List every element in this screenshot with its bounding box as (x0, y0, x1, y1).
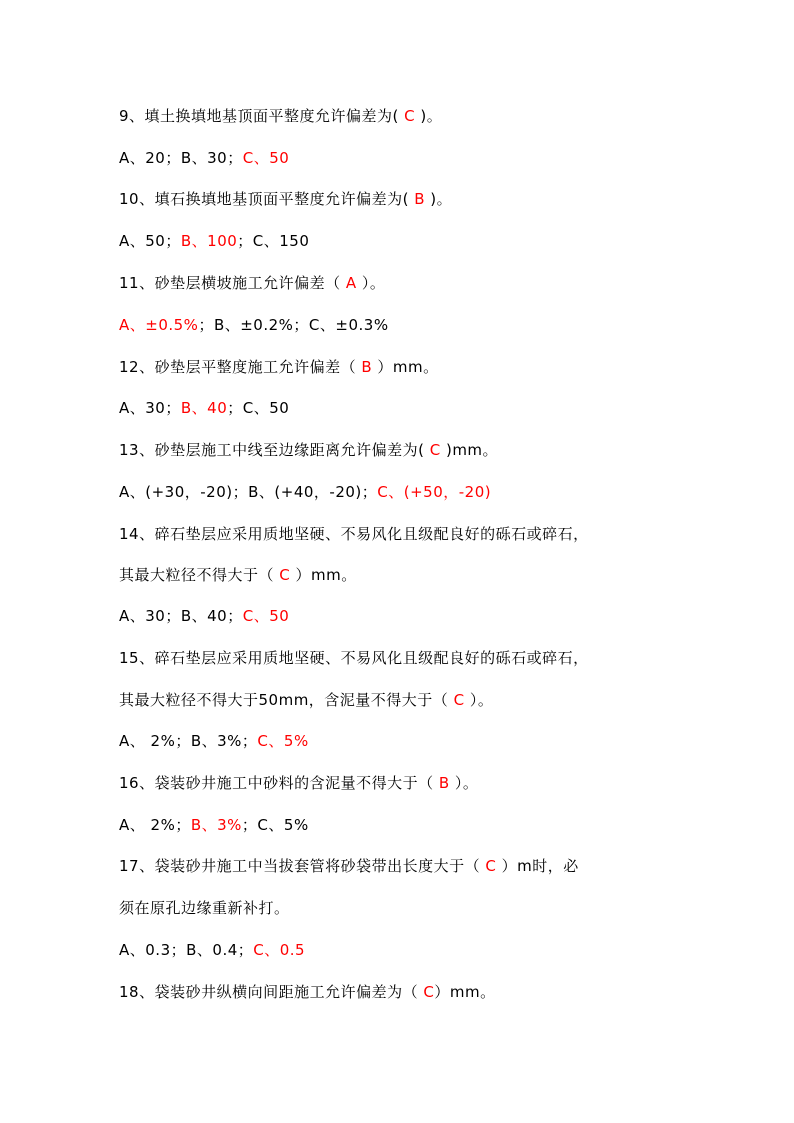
option-text: ；C、50 (227, 399, 290, 417)
question-text: 其最大粒径不得大于（ (119, 566, 275, 584)
question-12 (119, 357, 439, 377)
question-text: )。 (430, 190, 453, 208)
question-11 (119, 273, 385, 293)
options-13 (119, 482, 491, 502)
option-text: A、30； (119, 399, 181, 417)
correct-option: B、40 (180, 399, 228, 417)
question-text: 10、填石换填地基顶面平整度允许偏差为( (119, 190, 409, 208)
question-18 (119, 982, 496, 1002)
question-14-line1 (119, 524, 589, 544)
correct-option: C、50 (242, 607, 290, 625)
option-text: ；B、±0.2%；C、±0.3% (198, 316, 389, 334)
question-text: )。 (420, 107, 443, 125)
question-text: 15、碎石垫层应采用质地坚硬、不易风化且级配良好的砾石或碎石， (119, 649, 589, 667)
question-text: 须在原孔边缘重新补打。 (119, 899, 290, 917)
question-text: ）mm。 (434, 983, 496, 1001)
options-14 (119, 606, 289, 626)
option-text: A、(+30，-20)；B、(+40，-20)； (119, 483, 378, 501)
question-text: )mm。 (445, 441, 499, 459)
answer-mark: C (448, 691, 470, 709)
question-17-line2 (119, 898, 290, 918)
options-15 (119, 731, 309, 751)
answer-mark: B (356, 358, 378, 376)
question-10 (119, 189, 452, 209)
option-text: A、30；B、40； (119, 607, 243, 625)
options-17 (119, 940, 305, 960)
option-text: A、 2%；B、3%； (119, 732, 258, 750)
question-text: 9、填土换填地基顶面平整度允许偏差为( (119, 107, 399, 125)
correct-option: C、(+50，-20) (377, 483, 492, 501)
question-text: 其最大粒径不得大于50mm，含泥量不得大于（ (119, 691, 449, 709)
option-text: A、 2%； (119, 816, 191, 834)
correct-option: B、100 (180, 232, 238, 250)
question-text: ）mm。 (377, 358, 439, 376)
question-text: ）。 (361, 274, 386, 292)
answer-mark: C (480, 857, 502, 875)
correct-option: A、±0.5% (119, 316, 199, 334)
question-text: ）。 (454, 774, 479, 792)
options-9 (119, 148, 289, 168)
answer-mark: B (408, 190, 431, 208)
question-text: 13、砂垫层施工中线至边缘距离允许偏差为( (119, 441, 425, 459)
question-17-line1 (119, 856, 579, 876)
question-14-line2 (119, 565, 357, 585)
answer-mark: C (274, 566, 296, 584)
correct-option: C、5% (257, 732, 309, 750)
answer-mark: B (433, 774, 455, 792)
question-text: 18、袋装砂井纵横向间距施工允许偏差为（ (119, 983, 419, 1001)
answer-mark: C (398, 107, 421, 125)
correct-option: C、0.5 (253, 941, 306, 959)
question-text: ）mm。 (295, 566, 357, 584)
answer-mark: C (424, 441, 446, 459)
question-text: ）m时，必 (501, 857, 579, 875)
answer-mark: A (340, 274, 362, 292)
question-13 (119, 440, 498, 460)
correct-option: B、3% (190, 816, 242, 834)
question-text: 11、砂垫层横坡施工允许偏差（ (119, 274, 341, 292)
option-text: A、0.3；B、0.4； (119, 941, 254, 959)
question-text: 16、袋装砂井施工中砂料的含泥量不得大于（ (119, 774, 434, 792)
question-15-line1 (119, 648, 589, 668)
options-12 (119, 398, 289, 418)
options-11 (119, 315, 389, 335)
options-16 (119, 815, 309, 835)
option-text: A、50； (119, 232, 181, 250)
question-text: ）。 (469, 691, 494, 709)
question-15-line2 (119, 690, 493, 710)
option-text: A、20；B、30； (119, 149, 243, 167)
option-text: ；C、5% (241, 816, 309, 834)
question-text: 17、袋装砂井施工中当拔套管将砂袋带出长度大于（ (119, 857, 481, 875)
correct-option: C、50 (242, 149, 290, 167)
question-text: 14、碎石垫层应采用质地坚硬、不易风化且级配良好的砾石或碎石， (119, 525, 589, 543)
answer-mark: C (418, 983, 435, 1001)
options-10 (119, 231, 309, 251)
question-9 (119, 106, 442, 126)
option-text: ；C、150 (237, 232, 310, 250)
question-16 (119, 773, 478, 793)
question-text: 12、砂垫层平整度施工允许偏差（ (119, 358, 357, 376)
